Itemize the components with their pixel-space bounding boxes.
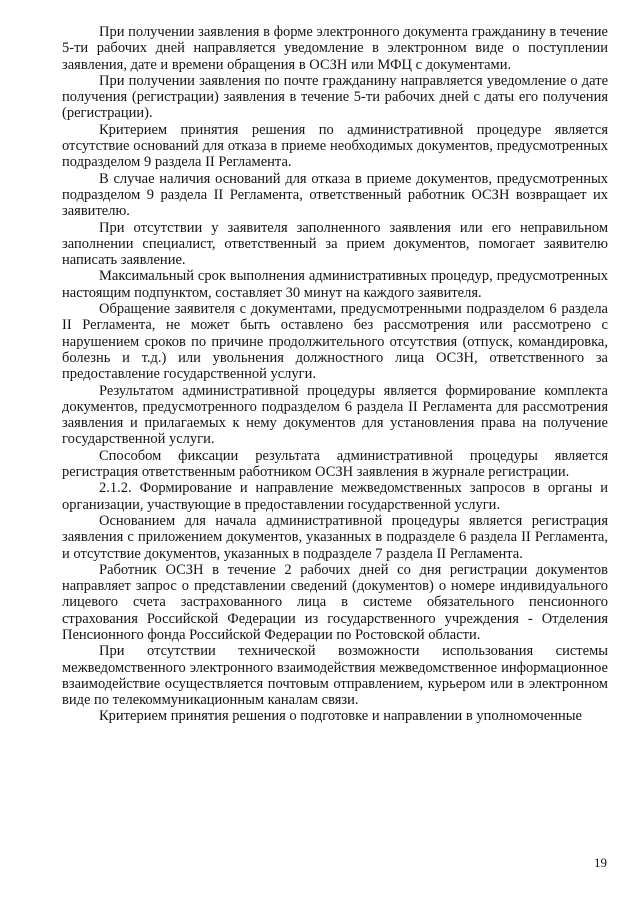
paragraph-no-technical-means: При отсутствии технической возможности использования системы межведомственного электронного взаимодействия межведомственное информационное взаимодействие осуществляется почтовым отправлением, курьером или в электронном виде по телекоммуникационным каналам связи.: [62, 643, 608, 709]
paragraph-section-2-1-2: 2.1.2. Формирование и направление межведомственных запросов в органы и организации, участвующие в предоставлении государственной услуги.: [62, 480, 608, 513]
page-number: 19: [594, 855, 607, 870]
paragraph-help-filling: При отсутствии у заявителя заполненного заявления или его неправильном заполнении специалист, ответственный за прием документов, помогает заявителю написать заявление.: [62, 219, 608, 269]
paragraph-procedure-result: Результатом административной процедуры является формирование комплекта документов, предусмотренного подразделом 6 раздела II Регламента для рассмотрения заявления и прилагаемых к нему документов для установления права на получение государственной услуги.: [62, 382, 608, 448]
paragraph-procedure-basis: Основанием для начала административной процедуры является регистрация заявления с приложением документов, указанных в подразделе 6 раздела II Регламента, и отсутствие документов, указанных в подразделе 7 раздела II Регламента.: [62, 512, 608, 562]
paragraph-notification-electronic: При получении заявления в форме электронного документа гражданину в течение 5-ти рабочих дней направляется уведомление в электронном виде о поступлении заявления, дате и времени обращения в ОСЗН или МФЦ с документами.: [62, 24, 608, 73]
paragraph-criterion-continued: Критерием принятия решения о подготовке и направлении в уполномоченные: [99, 708, 582, 725]
paragraph-decision-criterion: Критерием принятия решения по административной процедуре является отсутствие оснований для отказа в приеме необходимых документов, предусмотренных подразделом 9 раздела II Регламента.: [62, 121, 608, 171]
paragraph-max-time: Максимальный срок выполнения административных процедур, предусмотренных настоящим подпунктом, составляет 30 минут на каждого заявителя.: [62, 268, 608, 301]
paragraph-refusal-return: В случае наличия оснований для отказа в приеме документов, предусмотренных подразделом 9 раздела II Регламента, ответственный работник ОСЗН возвращает их заявителю.: [62, 170, 608, 220]
document-page: [62, 24, 608, 725]
paragraph-result-fixation: Способом фиксации результата административной процедуры является регистрация ответственным работником ОСЗН заявления в журнале регистрации.: [62, 447, 608, 481]
paragraph-request-deadline: Работник ОСЗН в течение 2 рабочих дней со дня регистрации документов направляет запрос о представлении сведений (документов) о номере индивидуального лицевого счета застрахованного лица в системе обязательного пенсионного страхования Российской Федерации из государственного учреждения - Отделения Пенсионного фонда Российской Федерации по Ростовской области.: [62, 561, 608, 643]
paragraph-no-delay: Обращение заявителя с документами, предусмотренными подразделом 6 раздела II Регламента, не может быть оставлено без рассмотрения или рассмотрено с нарушением сроков по причине продолжительного отсутствия (отпуск, командировка, болезнь и т.д.) или увольнения должностного лица ОСЗН, ответственного за предоставление государственной услуги.: [62, 301, 608, 383]
paragraph-notification-mail: При получении заявления по почте гражданину направляется уведомление о дате получения (регистрации) заявления в течение 5-ти рабочих дней с даты его получения (регистрации).: [62, 72, 608, 122]
